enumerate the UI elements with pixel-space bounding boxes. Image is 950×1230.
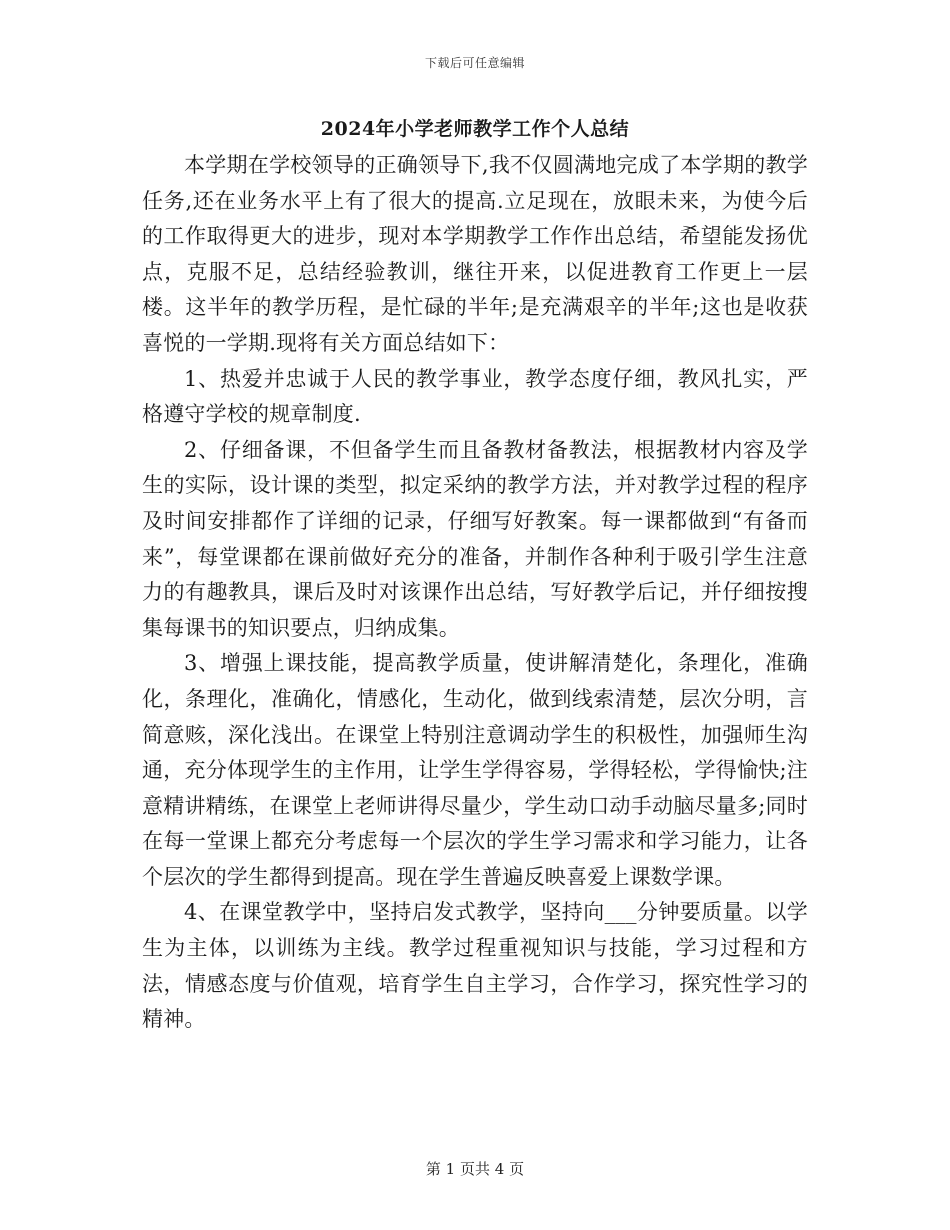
paragraph-1: 1、热爱并忠诚于人民的教学事业，教学态度仔细，教风扎实，严格遵守学校的规章制度. xyxy=(142,366,808,427)
document-title: 2024年小学老师教学工作个人总结 xyxy=(320,118,630,140)
page-footer: 第 1 页共 4 页 xyxy=(425,1160,525,1178)
header-note: 下载后可任意编辑 xyxy=(424,56,525,70)
paragraph-4: 4、在课堂教学中，坚持启发式教学，坚持向___分钟要质量。以学生为主体，以训练为主线。教学过程重视知识与技能，学习过程和方法，情感态度与价值观，培育学生自主学习，合作学习，探究性学习的精神。 xyxy=(142,900,808,1032)
paragraph-intro: 本学期在学校领导的正确领导下,我不仅圆满地完成了本学期的教学任务,还在业务水平上有了很大的提高.立足现在，放眼未来，为使今后的工作取得更大的进步，现对本学期教学工作作出总结，希望能发扬优点，克服不足，总结经验教训，继往开来，以促进教育工作更上一层楼。这半年的教学历程，是忙碌的半年;是充满艰辛的半年;这也是收获喜悦的一学期.现将有关方面总结如下： xyxy=(142,153,808,355)
paragraph-2: 2、仔细备课，不但备学生而且备教材备教法，根据教材内容及学生的实际，设计课的类型，拟定采纳的教学方法，并对教学过程的程序及时间安排都作了详细的记录，仔细写好教案。每一课都做到“有备而来”，每堂课都在课前做好充分的准备，并制作各种利于吸引学生注意力的有趣教具，课后及时对该课作出总结，写好教学后记，并仔细按搜集每课书的知识要点，归纳成集。 xyxy=(142,437,808,640)
document-body xyxy=(142,148,808,1038)
paragraph-3: 3、增强上课技能，提高教学质量，使讲解清楚化，条理化，准确化，条理化，准确化，情感化，生动化，做到线索清楚，层次分明，言简意赅，深化浅出。在课堂上特别注意调动学生的积极性，加强师生沟通，充分体现学生的主作用，让学生学得容易，学得轻松，学得愉快;注意精讲精练，在课堂上老师讲得尽量少，学生动口动手动脑尽量多;同时在每一堂课上都充分考虑每一个层次的学生学习需求和学习能力，让各个层次的学生都得到提高。现在学生普遍反映喜爱上课数学课。 xyxy=(142,651,808,889)
